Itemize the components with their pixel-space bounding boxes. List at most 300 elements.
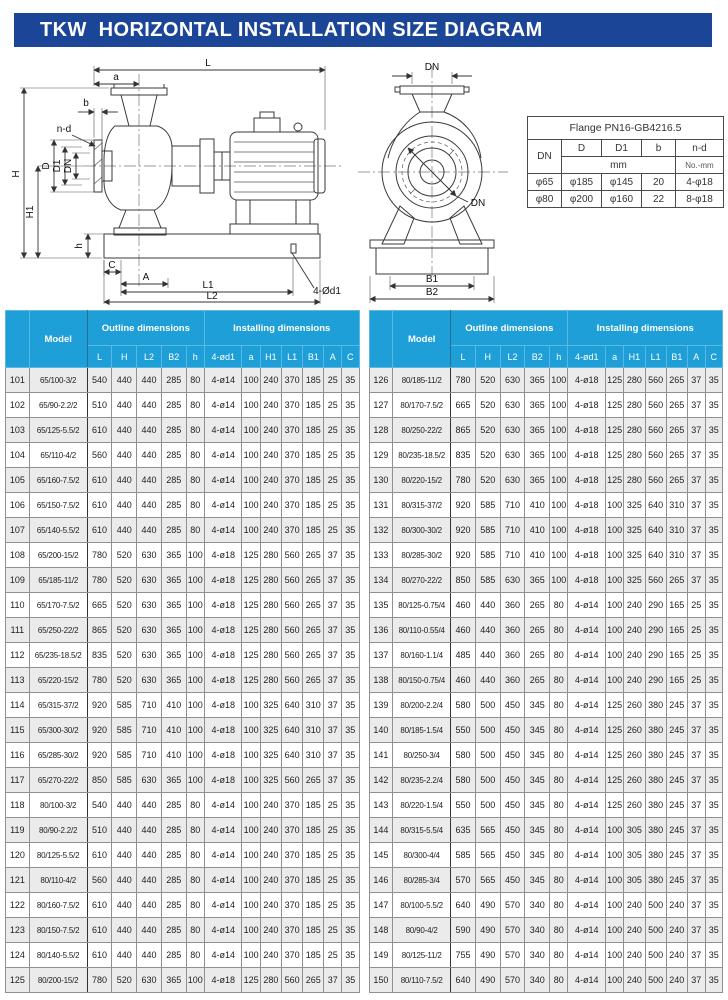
flange-cell: 20 bbox=[642, 174, 676, 191]
dimension-cell: 665 bbox=[87, 593, 112, 618]
table-row bbox=[6, 443, 360, 468]
dimension-cell: 365 bbox=[161, 643, 186, 668]
dimension-cell: 80 bbox=[550, 743, 568, 768]
table-row bbox=[369, 968, 723, 993]
row-number: 146 bbox=[369, 868, 393, 893]
row-number: 139 bbox=[369, 693, 393, 718]
installing-group-header: Installing dimensions bbox=[204, 311, 359, 346]
dimension-cell: 25 bbox=[324, 443, 342, 468]
dimension-cell: 440 bbox=[112, 493, 137, 518]
dimension-cell: 325 bbox=[260, 768, 281, 793]
dimension-cell: 560 bbox=[645, 568, 666, 593]
row-number: 114 bbox=[6, 693, 30, 718]
dimension-cell: 285 bbox=[161, 793, 186, 818]
row-number: 150 bbox=[369, 968, 393, 993]
dimension-cell: 125 bbox=[605, 368, 623, 393]
installing-group-header: Installing dimensions bbox=[568, 311, 723, 346]
table-row bbox=[6, 868, 360, 893]
model-cell: 80/250-3/4 bbox=[393, 743, 451, 768]
dimension-cell: 240 bbox=[260, 918, 281, 943]
dimension-cell: 500 bbox=[645, 968, 666, 993]
dimension-cell: 240 bbox=[260, 393, 281, 418]
dimension-cell: 585 bbox=[475, 493, 500, 518]
dimension-cell: 4-ø18 bbox=[204, 693, 241, 718]
dimension-cell: 450 bbox=[500, 768, 525, 793]
dimension-cell: 4-ø18 bbox=[204, 768, 241, 793]
dimension-cell: 4-ø18 bbox=[204, 568, 241, 593]
dimension-cell: 280 bbox=[260, 568, 281, 593]
dimension-cell: 365 bbox=[525, 393, 550, 418]
dimension-cell: 325 bbox=[624, 518, 645, 543]
dimension-cell: 37 bbox=[324, 968, 342, 993]
dimension-cell: 345 bbox=[525, 768, 550, 793]
dimension-cell: 710 bbox=[500, 493, 525, 518]
dimension-cell: 440 bbox=[475, 593, 500, 618]
model-cell: 80/160-7.5/2 bbox=[29, 893, 87, 918]
dimension-cell: 610 bbox=[87, 493, 112, 518]
dimension-cell: 440 bbox=[475, 618, 500, 643]
dimension-cell: 80 bbox=[550, 818, 568, 843]
dimension-tables bbox=[5, 310, 723, 993]
table-row bbox=[369, 443, 723, 468]
row-number: 116 bbox=[6, 743, 30, 768]
dimension-cell: 240 bbox=[260, 818, 281, 843]
table-row bbox=[6, 918, 360, 943]
dimension-cell: 37 bbox=[324, 643, 342, 668]
dimension-cell: 100 bbox=[550, 418, 568, 443]
dimension-cell: 610 bbox=[87, 918, 112, 943]
dimension-cell: 365 bbox=[525, 443, 550, 468]
dimension-cell: 440 bbox=[137, 393, 162, 418]
dimension-cell: 285 bbox=[161, 418, 186, 443]
dimension-cell: 500 bbox=[645, 918, 666, 943]
model-cell: 80/270-22/2 bbox=[393, 568, 451, 593]
dimension-cell: 100 bbox=[242, 768, 260, 793]
dimension-cell: 25 bbox=[687, 643, 705, 668]
dimension-cell: 37 bbox=[687, 418, 705, 443]
dimension-cell: 37 bbox=[687, 893, 705, 918]
dimension-cell: 325 bbox=[260, 743, 281, 768]
row-number: 101 bbox=[6, 368, 30, 393]
dimension-cell: 100 bbox=[242, 693, 260, 718]
dimension-cell: 80 bbox=[550, 918, 568, 943]
model-cell: 80/150-7.5/2 bbox=[29, 918, 87, 943]
dimension-cell: 240 bbox=[260, 793, 281, 818]
dimension-cell: 35 bbox=[342, 693, 359, 718]
column-header: C bbox=[342, 346, 359, 368]
dimension-cell: 450 bbox=[500, 693, 525, 718]
dimension-cell: 100 bbox=[605, 918, 623, 943]
dimension-cell: 245 bbox=[666, 693, 687, 718]
dimension-cell: 240 bbox=[260, 893, 281, 918]
dimension-cell: 565 bbox=[475, 843, 500, 868]
dimension-cell: 100 bbox=[550, 518, 568, 543]
dimension-cell: 585 bbox=[112, 743, 137, 768]
dimension-cell: 4-ø14 bbox=[568, 693, 605, 718]
column-header: H bbox=[112, 346, 137, 368]
dimension-cell: 440 bbox=[112, 868, 137, 893]
dimension-cell: 80 bbox=[550, 943, 568, 968]
dimension-cell: 440 bbox=[112, 893, 137, 918]
dimension-cell: 4-ø18 bbox=[204, 543, 241, 568]
title-bar bbox=[14, 13, 712, 47]
dimension-cell: 580 bbox=[451, 768, 476, 793]
dimension-cell: 100 bbox=[605, 568, 623, 593]
model-cell: 80/100-3/2 bbox=[29, 793, 87, 818]
dimension-cell: 4-ø14 bbox=[568, 668, 605, 693]
row-number: 142 bbox=[369, 768, 393, 793]
dimension-cell: 440 bbox=[137, 418, 162, 443]
dimension-cell: 630 bbox=[500, 368, 525, 393]
dimension-cell: 560 bbox=[282, 593, 303, 618]
dimension-cell: 35 bbox=[342, 793, 359, 818]
dimension-cell: 100 bbox=[242, 718, 260, 743]
row-number: 123 bbox=[6, 918, 30, 943]
column-header: A bbox=[324, 346, 342, 368]
row-number: 127 bbox=[369, 393, 393, 418]
dimension-cell: 35 bbox=[342, 568, 359, 593]
dimension-cell: 4-ø18 bbox=[204, 643, 241, 668]
dimension-cell: 710 bbox=[137, 718, 162, 743]
row-number: 117 bbox=[6, 768, 30, 793]
dimension-cell: 365 bbox=[525, 368, 550, 393]
dimension-cell: 460 bbox=[451, 668, 476, 693]
table-row bbox=[369, 543, 723, 568]
dimension-cell: 100 bbox=[186, 693, 204, 718]
dimension-cell: 920 bbox=[87, 693, 112, 718]
dimension-cell: 585 bbox=[475, 518, 500, 543]
dimension-cell: 100 bbox=[550, 493, 568, 518]
flange-cell: 4-φ18 bbox=[676, 174, 724, 191]
dimension-cell: 440 bbox=[475, 668, 500, 693]
dimension-cell: 240 bbox=[260, 368, 281, 393]
dimension-cell: 4-ø14 bbox=[204, 518, 241, 543]
row-number: 131 bbox=[369, 493, 393, 518]
dimension-cell: 25 bbox=[324, 493, 342, 518]
dimension-cell: 630 bbox=[137, 768, 162, 793]
model-cell: 80/200-15/2 bbox=[29, 968, 87, 993]
dimension-cell: 580 bbox=[451, 743, 476, 768]
dimension-cell: 490 bbox=[475, 918, 500, 943]
dimension-cell: 35 bbox=[342, 443, 359, 468]
table-row bbox=[369, 368, 723, 393]
dimension-cell: 37 bbox=[687, 493, 705, 518]
dimension-cell: 500 bbox=[475, 693, 500, 718]
dimension-cell: 365 bbox=[161, 968, 186, 993]
dimension-cell: 4-ø14 bbox=[568, 943, 605, 968]
dimension-cell: 920 bbox=[451, 518, 476, 543]
dimension-cell: 37 bbox=[687, 843, 705, 868]
dimension-cell: 560 bbox=[87, 443, 112, 468]
dimension-cell: 285 bbox=[161, 918, 186, 943]
dimension-cell: 610 bbox=[87, 893, 112, 918]
dimension-cell: 35 bbox=[342, 368, 359, 393]
dimension-cell: 80 bbox=[550, 618, 568, 643]
dimension-cell: 440 bbox=[112, 368, 137, 393]
dimension-cell: 100 bbox=[605, 943, 623, 968]
dimension-cell: 240 bbox=[260, 443, 281, 468]
dimension-cell: 550 bbox=[451, 793, 476, 818]
row-number: 113 bbox=[6, 668, 30, 693]
dimension-cell: 35 bbox=[705, 943, 722, 968]
corner-header bbox=[369, 311, 393, 368]
dimension-cell: 125 bbox=[242, 668, 260, 693]
dimension-cell: 185 bbox=[303, 843, 324, 868]
dimension-cell: 100 bbox=[186, 968, 204, 993]
dimension-cell: 245 bbox=[666, 793, 687, 818]
dimension-cell: 440 bbox=[112, 843, 137, 868]
dimension-cell: 610 bbox=[87, 943, 112, 968]
dimension-cell: 265 bbox=[303, 618, 324, 643]
dimension-cell: 125 bbox=[242, 568, 260, 593]
dimension-cell: 4-ø14 bbox=[568, 618, 605, 643]
dimension-cell: 305 bbox=[624, 843, 645, 868]
dimension-cell: 37 bbox=[687, 968, 705, 993]
dimension-cell: 540 bbox=[87, 793, 112, 818]
dimension-cell: 35 bbox=[342, 943, 359, 968]
dim-label-D1: D1 bbox=[52, 159, 63, 173]
dimension-cell: 100 bbox=[242, 493, 260, 518]
dimension-cell: 325 bbox=[624, 568, 645, 593]
dimension-cell: 440 bbox=[137, 893, 162, 918]
dimension-cell: 280 bbox=[260, 968, 281, 993]
dimension-cell: 37 bbox=[687, 868, 705, 893]
dimension-cell: 325 bbox=[260, 718, 281, 743]
dimension-cell: 500 bbox=[475, 743, 500, 768]
dimension-cell: 80 bbox=[186, 493, 204, 518]
dimension-cell: 35 bbox=[705, 893, 722, 918]
dimension-cell: 35 bbox=[705, 868, 722, 893]
dimension-cell: 265 bbox=[303, 968, 324, 993]
pump-side-view-diagram bbox=[8, 54, 348, 306]
dimension-cell: 635 bbox=[451, 818, 476, 843]
dimension-cell: 240 bbox=[260, 493, 281, 518]
dimension-cell: 370 bbox=[282, 518, 303, 543]
dimension-cell: 4-ø14 bbox=[568, 718, 605, 743]
model-cell: 65/100-3/2 bbox=[29, 368, 87, 393]
row-number: 130 bbox=[369, 468, 393, 493]
flange-col-d1: D1 bbox=[602, 140, 642, 157]
dimension-cell: 265 bbox=[666, 468, 687, 493]
model-cell: 80/110-7.5/2 bbox=[393, 968, 451, 993]
dimension-cell: 630 bbox=[500, 393, 525, 418]
row-number: 124 bbox=[6, 943, 30, 968]
dimension-cell: 610 bbox=[87, 518, 112, 543]
dimension-cell: 4-ø14 bbox=[568, 893, 605, 918]
dimension-cell: 380 bbox=[645, 868, 666, 893]
dimension-cell: 520 bbox=[112, 643, 137, 668]
model-cell: 80/90-2.2/2 bbox=[29, 818, 87, 843]
dimension-cell: 345 bbox=[525, 868, 550, 893]
model-cell: 65/235-18.5/2 bbox=[29, 643, 87, 668]
model-cell: 80/285-30/2 bbox=[393, 543, 451, 568]
dimension-cell: 440 bbox=[137, 843, 162, 868]
dimension-cell: 35 bbox=[342, 743, 359, 768]
dimension-cell: 380 bbox=[645, 793, 666, 818]
dimension-cell: 500 bbox=[645, 943, 666, 968]
dimension-cell: 240 bbox=[666, 943, 687, 968]
dimension-table-right bbox=[369, 310, 724, 993]
dimension-cell: 560 bbox=[282, 643, 303, 668]
dimension-cell: 410 bbox=[525, 493, 550, 518]
row-number: 135 bbox=[369, 593, 393, 618]
dimension-cell: 35 bbox=[705, 743, 722, 768]
dimension-cell: 510 bbox=[87, 818, 112, 843]
dimension-cell: 640 bbox=[451, 968, 476, 993]
dimension-cell: 920 bbox=[451, 493, 476, 518]
dimension-cell: 35 bbox=[705, 418, 722, 443]
dimension-cell: 520 bbox=[112, 668, 137, 693]
dimension-cell: 245 bbox=[666, 818, 687, 843]
dimension-cell: 570 bbox=[500, 943, 525, 968]
dimension-cell: 370 bbox=[282, 793, 303, 818]
dimension-cell: 380 bbox=[645, 768, 666, 793]
dimension-cell: 35 bbox=[705, 793, 722, 818]
model-cell: 80/285-3/4 bbox=[393, 868, 451, 893]
dim-label-dn-top: DN bbox=[424, 62, 440, 73]
dim-label-H: H bbox=[11, 170, 22, 178]
dimension-cell: 25 bbox=[687, 593, 705, 618]
dimension-cell: 25 bbox=[324, 818, 342, 843]
dimension-cell: 25 bbox=[324, 943, 342, 968]
table-row bbox=[6, 793, 360, 818]
dimension-cell: 4-ø14 bbox=[568, 743, 605, 768]
dimension-cell: 380 bbox=[645, 843, 666, 868]
dimension-cell: 125 bbox=[605, 468, 623, 493]
dimension-cell: 570 bbox=[500, 918, 525, 943]
dimension-cell: 665 bbox=[451, 393, 476, 418]
dimension-cell: 4-ø18 bbox=[204, 743, 241, 768]
dimension-cell: 280 bbox=[260, 618, 281, 643]
dimension-cell: 240 bbox=[260, 868, 281, 893]
dimension-cell: 345 bbox=[525, 718, 550, 743]
dim-label-B1: B1 bbox=[425, 274, 439, 285]
dimension-cell: 37 bbox=[324, 693, 342, 718]
dimension-cell: 285 bbox=[161, 818, 186, 843]
dimension-cell: 4-ø14 bbox=[204, 443, 241, 468]
dimension-cell: 25 bbox=[324, 793, 342, 818]
dim-label-B2: B2 bbox=[425, 287, 439, 298]
dimension-cell: 35 bbox=[705, 518, 722, 543]
dimension-cell: 560 bbox=[282, 618, 303, 643]
dimension-cell: 280 bbox=[260, 543, 281, 568]
dimension-cell: 500 bbox=[475, 718, 500, 743]
row-number: 112 bbox=[6, 643, 30, 668]
flange-cell: 8-φ18 bbox=[676, 191, 724, 208]
model-cell: 80/235-2.2/4 bbox=[393, 768, 451, 793]
dimension-cell: 290 bbox=[645, 618, 666, 643]
dimension-cell: 80 bbox=[550, 593, 568, 618]
dimension-cell: 630 bbox=[137, 543, 162, 568]
dimension-cell: 35 bbox=[705, 693, 722, 718]
dimension-cell: 630 bbox=[137, 643, 162, 668]
dimension-cell: 450 bbox=[500, 868, 525, 893]
dimension-cell: 100 bbox=[186, 618, 204, 643]
dimension-cell: 565 bbox=[475, 818, 500, 843]
flange-col-b: b bbox=[642, 140, 676, 157]
dimension-cell: 265 bbox=[525, 618, 550, 643]
dimension-cell: 780 bbox=[87, 968, 112, 993]
dimension-cell: 100 bbox=[242, 793, 260, 818]
dimension-cell: 100 bbox=[242, 818, 260, 843]
dimension-cell: 100 bbox=[242, 418, 260, 443]
dimension-cell: 35 bbox=[342, 543, 359, 568]
dimension-cell: 340 bbox=[525, 893, 550, 918]
table-row bbox=[6, 418, 360, 443]
flange-col-d: D bbox=[562, 140, 602, 157]
dimension-cell: 185 bbox=[303, 368, 324, 393]
dimension-cell: 440 bbox=[137, 943, 162, 968]
dimension-cell: 630 bbox=[137, 593, 162, 618]
dimension-cell: 755 bbox=[451, 943, 476, 968]
row-number: 148 bbox=[369, 918, 393, 943]
dimension-cell: 630 bbox=[137, 968, 162, 993]
dimension-cell: 25 bbox=[324, 918, 342, 943]
dimension-cell: 440 bbox=[475, 643, 500, 668]
dimension-cell: 125 bbox=[605, 418, 623, 443]
dimension-cell: 100 bbox=[186, 718, 204, 743]
dimension-cell: 185 bbox=[303, 943, 324, 968]
dimension-table-left bbox=[5, 310, 360, 993]
dimension-cell: 4-ø14 bbox=[568, 843, 605, 868]
dimension-cell: 37 bbox=[324, 768, 342, 793]
table-row bbox=[369, 843, 723, 868]
model-cell: 80/150-0.75/4 bbox=[393, 668, 451, 693]
model-cell: 65/200-15/2 bbox=[29, 543, 87, 568]
table-row bbox=[6, 768, 360, 793]
model-cell: 65/285-30/2 bbox=[29, 743, 87, 768]
dimension-cell: 4-ø14 bbox=[204, 818, 241, 843]
dimension-cell: 585 bbox=[112, 693, 137, 718]
dimension-cell: 440 bbox=[137, 793, 162, 818]
dimension-cell: 360 bbox=[500, 643, 525, 668]
dimension-cell: 4-ø14 bbox=[204, 943, 241, 968]
dimension-cell: 240 bbox=[666, 893, 687, 918]
dimension-cell: 440 bbox=[112, 443, 137, 468]
dimension-cell: 80 bbox=[186, 518, 204, 543]
table-row bbox=[369, 468, 723, 493]
dimension-cell: 125 bbox=[605, 693, 623, 718]
dimension-cell: 35 bbox=[705, 443, 722, 468]
dimension-cell: 380 bbox=[645, 693, 666, 718]
table-row bbox=[6, 368, 360, 393]
dimension-cell: 290 bbox=[645, 643, 666, 668]
flange-unit-nomm: No.-mm bbox=[676, 157, 724, 174]
dimension-cell: 440 bbox=[137, 468, 162, 493]
row-number: 109 bbox=[6, 568, 30, 593]
dim-label-b: b bbox=[83, 98, 89, 109]
dimension-cell: 640 bbox=[645, 518, 666, 543]
dimension-cell: 100 bbox=[605, 868, 623, 893]
dimension-cell: 265 bbox=[666, 393, 687, 418]
dimension-cell: 80 bbox=[186, 843, 204, 868]
dimension-cell: 440 bbox=[112, 943, 137, 968]
dimension-cell: 565 bbox=[475, 868, 500, 893]
dimension-cell: 590 bbox=[451, 918, 476, 943]
dimension-cell: 35 bbox=[342, 768, 359, 793]
dimension-cell: 560 bbox=[645, 443, 666, 468]
dimension-cell: 640 bbox=[645, 493, 666, 518]
dimension-cell: 265 bbox=[666, 418, 687, 443]
column-header: A bbox=[687, 346, 705, 368]
dimension-cell: 80 bbox=[550, 668, 568, 693]
dimension-cell: 710 bbox=[500, 543, 525, 568]
dimension-cell: 380 bbox=[645, 718, 666, 743]
dimension-cell: 340 bbox=[525, 918, 550, 943]
dimension-cell: 410 bbox=[525, 518, 550, 543]
dimension-cell: 520 bbox=[112, 593, 137, 618]
row-number: 106 bbox=[6, 493, 30, 518]
